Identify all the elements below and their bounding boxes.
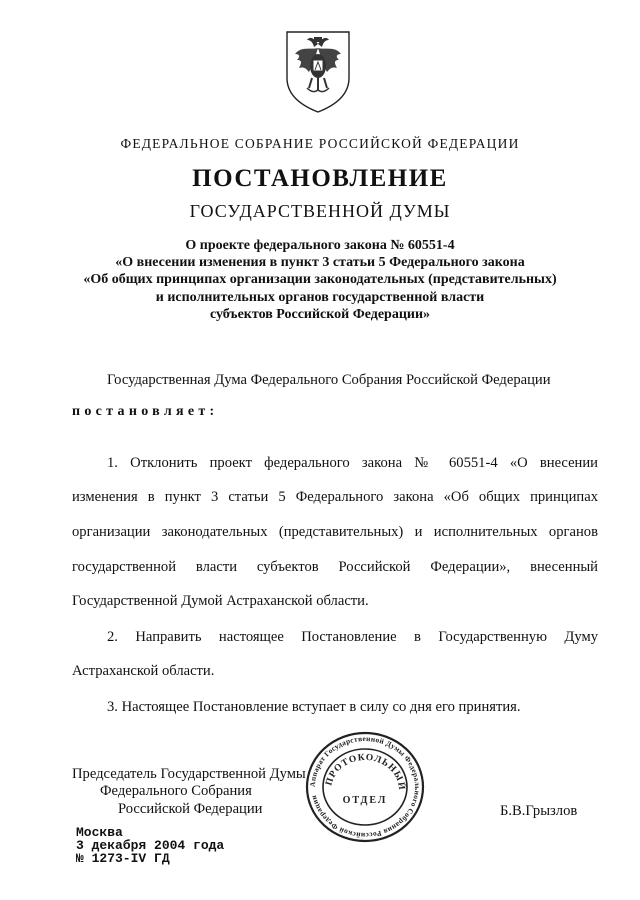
item1-line: государственной власти субъектов Российской Федерации», внесенный <box>72 559 598 575</box>
item3-text: 3. Настоящее Постановление вступает в силу со дня его принятия. <box>107 699 521 715</box>
preamble: Государственная Дума Федерального Собрания Российской Федерации <box>107 372 551 388</box>
stamp-inner-bottom: ОТДЕЛ <box>342 795 388 806</box>
item1-line: изменения в пункт 3 статьи 5 Федерального закона «Об общих принципах <box>72 489 598 505</box>
subject-line: «Об общих принципах организации законодательных (представительных) <box>83 272 557 288</box>
organization-name: ФЕДЕРАЛЬНОЕ СОБРАНИЕ РОССИЙСКОЙ ФЕДЕРАЦИИ <box>120 136 520 151</box>
item1-line: 1. Отклонить проект федерального закона № 60551-4 «О внесении <box>107 455 598 471</box>
item1-line: организации законодательных (представительных) и исполнительных органов <box>72 524 598 540</box>
signature-position-line2: Федерального Собрания <box>100 783 252 799</box>
footer-date: 3 декабря 2004 года <box>76 838 225 853</box>
stamp-ring-text: Аппарат Государственной Думы Федерального Собрания Российской Федерации <box>307 733 423 841</box>
footer-number: № 1273-IV ГД <box>76 851 170 866</box>
subject-line: субъектов Российской Федерации» <box>209 306 431 322</box>
document-subject <box>0 237 640 323</box>
decrees-word: постановляет: <box>72 404 219 419</box>
item2-line: Астраханской области. <box>72 663 215 679</box>
protocol-department-stamp-icon <box>303 730 427 844</box>
coat-of-arms-icon <box>283 28 353 114</box>
subject-line: и исполнительных органов государственной власти <box>155 289 485 305</box>
footer-city: Москва <box>76 825 123 840</box>
subject-line: О проекте федерального закона № 60551-4 <box>185 238 455 253</box>
signatory-name: Б.В.Грызлов <box>500 803 578 819</box>
document-subtitle: ГОСУДАРСТВЕННОЙ ДУМЫ <box>189 201 451 221</box>
item1-line: Государственной Думой Астраханской области. <box>72 593 369 609</box>
signature-position-line1: Председатель Государственной Думы <box>72 766 306 782</box>
item2-line: 2. Направить настоящее Постановление в Государственную Думу <box>107 629 598 645</box>
subject-line: «О внесении изменения в пункт 3 статьи 5 Федерального закона <box>115 255 525 271</box>
stamp-inner-top: ПРОТОКОЛЬНЫЙ <box>324 752 407 792</box>
document-title: ПОСТАНОВЛЕНИЕ <box>192 165 448 192</box>
signature-position-line3: Российской Федерации <box>118 801 263 817</box>
